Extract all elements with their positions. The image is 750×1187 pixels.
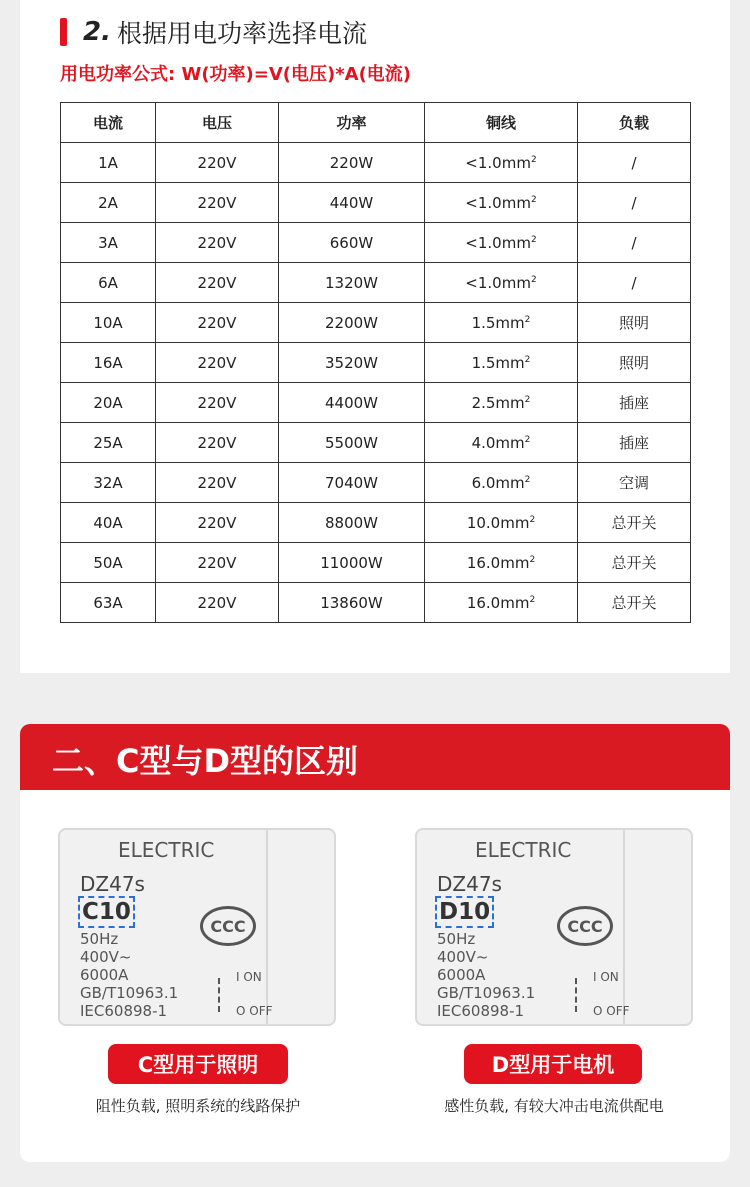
cell-load: 总开关: [578, 503, 691, 543]
cell-power: 660W: [279, 223, 425, 263]
breaker-d-image: [415, 828, 693, 1026]
cell-copper-wire: [425, 303, 578, 343]
cell-current: 16A: [61, 343, 156, 383]
table-row: [61, 303, 691, 343]
wire-size: <1.0mm: [465, 193, 531, 212]
table-row: [61, 543, 691, 583]
cell-power: 2200W: [279, 303, 425, 343]
cell-copper-wire: [425, 143, 578, 183]
section-heading: 根据用电功率选择电流: [116, 19, 367, 48]
cell-copper-wire: [425, 543, 578, 583]
banner-title: 二、C型与D型的区别: [52, 742, 359, 780]
switch-off-label: O OFF: [593, 1004, 630, 1018]
cell-voltage: 220V: [156, 303, 279, 343]
cell-voltage: 220V: [156, 223, 279, 263]
cell-current: 25A: [61, 423, 156, 463]
wire-unit-exponent: 2: [524, 354, 531, 365]
wire-size: 16.0mm: [466, 553, 530, 572]
wire-unit-exponent: 2: [524, 474, 531, 485]
cell-current: 6A: [61, 263, 156, 303]
cell-copper-wire: [425, 223, 578, 263]
breaker-divider: [623, 830, 625, 1024]
wire-unit-exponent: 2: [530, 194, 537, 205]
table-row: [61, 183, 691, 223]
wire-unit-exponent: 2: [530, 274, 537, 285]
cell-voltage: 220V: [156, 143, 279, 183]
section-banner: [20, 724, 730, 790]
header-power: 功率: [279, 103, 425, 143]
spec-capacity: 6000A: [437, 966, 486, 984]
wire-size: <1.0mm: [465, 153, 531, 172]
wire-size: 2.5mm: [471, 393, 525, 412]
title-accent-bar: [60, 18, 67, 46]
ccc-mark-icon: CCC: [200, 906, 256, 946]
table-row: [61, 503, 691, 543]
type-compare-card: [20, 724, 730, 1162]
spec-standard-iec: IEC60898-1: [80, 1002, 168, 1020]
header-load: 负载: [578, 103, 691, 143]
wire-unit-exponent: 2: [524, 394, 531, 405]
breaker-model: DZ47s: [80, 872, 145, 896]
spec-capacity: 6000A: [80, 966, 129, 984]
cell-current: 50A: [61, 543, 156, 583]
wire-size: 16.0mm: [466, 593, 530, 612]
cell-power: 7040W: [279, 463, 425, 503]
wire-unit-exponent: 2: [529, 594, 536, 605]
power-formula: 用电功率公式: W(功率)=V(电压)*A(电流): [60, 64, 412, 85]
wire-size: 1.5mm: [471, 313, 525, 332]
cell-copper-wire: [425, 503, 578, 543]
cell-current: 1A: [61, 143, 156, 183]
c-type-label: C型用于照明: [108, 1044, 288, 1084]
spec-voltage: 400V~: [80, 948, 132, 966]
spec-voltage: 400V~: [437, 948, 489, 966]
wire-unit-exponent: 2: [529, 514, 536, 525]
cell-copper-wire: [425, 343, 578, 383]
cell-copper-wire: [425, 463, 578, 503]
table-row: [61, 383, 691, 423]
cell-load: /: [578, 223, 691, 263]
cell-load: 照明: [578, 303, 691, 343]
wire-size: 6.0mm: [471, 473, 525, 492]
table-row: [61, 343, 691, 383]
table-row: [61, 423, 691, 463]
cell-power: 440W: [279, 183, 425, 223]
breaker-c-image: [58, 828, 336, 1026]
cell-copper-wire: [425, 263, 578, 303]
breaker-model: DZ47s: [437, 872, 502, 896]
cell-load: /: [578, 263, 691, 303]
wire-size: 10.0mm: [466, 513, 530, 532]
breaker-specs: [80, 930, 178, 1020]
switch-on-label: I ON: [236, 970, 262, 984]
table-row: [61, 143, 691, 183]
spec-frequency: 50Hz: [80, 930, 119, 948]
header-copper-wire: 铜线: [425, 103, 578, 143]
switch-off-label: O OFF: [236, 1004, 273, 1018]
cell-load: 插座: [578, 383, 691, 423]
wire-size: <1.0mm: [465, 233, 531, 252]
table-row: [61, 223, 691, 263]
cell-copper-wire: [425, 423, 578, 463]
wire-size: 1.5mm: [471, 353, 525, 372]
cell-load: 插座: [578, 423, 691, 463]
d-type-description: 感性负载, 有较大冲击电流供配电: [444, 1097, 664, 1115]
section-number: 2.: [83, 17, 111, 47]
cell-load: 总开关: [578, 583, 691, 623]
wire-unit-exponent: 2: [530, 234, 537, 245]
table-row: [61, 583, 691, 623]
cell-voltage: 220V: [156, 383, 279, 423]
table-header-row: [61, 103, 691, 143]
ccc-mark-icon: CCC: [557, 906, 613, 946]
breaker-rating: D10: [435, 896, 494, 928]
cell-power: 3520W: [279, 343, 425, 383]
c-type-description: 阻性负载, 照明系统的线路保护: [95, 1097, 301, 1115]
breaker-brand: ELECTRIC: [118, 838, 215, 862]
table-row: [61, 263, 691, 303]
wire-unit-exponent: 2: [524, 314, 531, 325]
section-title: [60, 14, 367, 50]
current-selection-table: [60, 102, 691, 623]
switch-on-label: I ON: [593, 970, 619, 984]
cell-power: 4400W: [279, 383, 425, 423]
spec-frequency: 50Hz: [437, 930, 476, 948]
cell-current: 10A: [61, 303, 156, 343]
cell-power: 13860W: [279, 583, 425, 623]
cell-load: /: [578, 143, 691, 183]
cell-copper-wire: [425, 583, 578, 623]
switch-indicator-line: [575, 978, 578, 1012]
wire-unit-exponent: 2: [529, 554, 536, 565]
cell-voltage: 220V: [156, 503, 279, 543]
table-row: [61, 463, 691, 503]
cell-power: 1320W: [279, 263, 425, 303]
switch-indicator-line: [218, 978, 221, 1012]
breaker-brand: ELECTRIC: [475, 838, 572, 862]
d-type-label: D型用于电机: [464, 1044, 642, 1084]
cell-power: 5500W: [279, 423, 425, 463]
cell-load: 照明: [578, 343, 691, 383]
cell-current: 2A: [61, 183, 156, 223]
cell-copper-wire: [425, 183, 578, 223]
cell-current: 20A: [61, 383, 156, 423]
cell-current: 3A: [61, 223, 156, 263]
cell-voltage: 220V: [156, 583, 279, 623]
cell-power: 8800W: [279, 503, 425, 543]
cell-voltage: 220V: [156, 423, 279, 463]
breaker-divider: [266, 830, 268, 1024]
cell-current: 32A: [61, 463, 156, 503]
cell-power: 220W: [279, 143, 425, 183]
breaker-rating: C10: [78, 896, 135, 928]
cell-voltage: 220V: [156, 543, 279, 583]
cell-voltage: 220V: [156, 343, 279, 383]
cell-voltage: 220V: [156, 183, 279, 223]
cell-load: 总开关: [578, 543, 691, 583]
cell-current: 63A: [61, 583, 156, 623]
cell-current: 40A: [61, 503, 156, 543]
header-current: 电流: [61, 103, 156, 143]
cell-voltage: 220V: [156, 263, 279, 303]
spec-standard-gb: GB/T10963.1: [80, 984, 179, 1002]
cell-load: 空调: [578, 463, 691, 503]
cell-load: /: [578, 183, 691, 223]
breaker-specs: [437, 930, 535, 1020]
cell-copper-wire: [425, 383, 578, 423]
header-voltage: 电压: [156, 103, 279, 143]
spec-standard-gb: GB/T10963.1: [437, 984, 536, 1002]
wire-unit-exponent: 2: [524, 434, 531, 445]
cell-power: 11000W: [279, 543, 425, 583]
cell-voltage: 220V: [156, 463, 279, 503]
wire-size: <1.0mm: [465, 273, 531, 292]
wire-size: 4.0mm: [471, 433, 525, 452]
wire-unit-exponent: 2: [530, 154, 537, 165]
spec-standard-iec: IEC60898-1: [437, 1002, 525, 1020]
